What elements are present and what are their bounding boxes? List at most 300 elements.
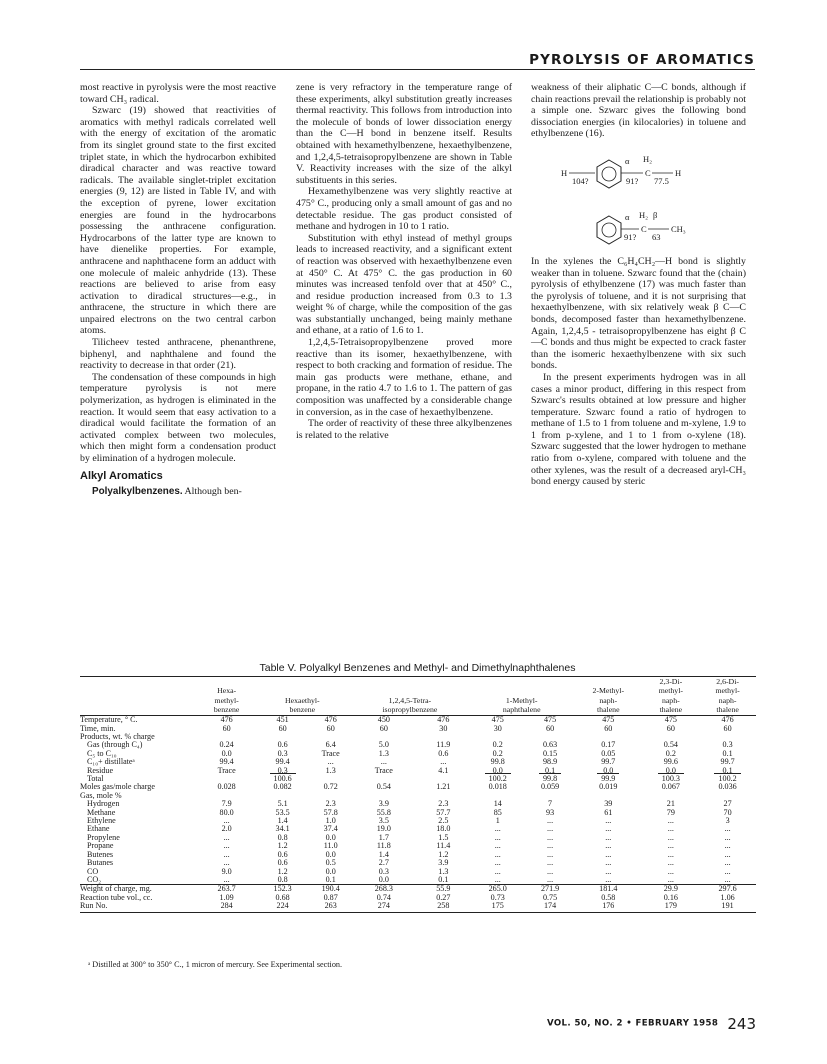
table-cell: 60: [326, 723, 335, 733]
alpha-label: α: [624, 155, 629, 166]
total-value: 100.3: [658, 773, 684, 783]
table-cell: 0.6: [277, 849, 288, 859]
table-cell: 61: [604, 807, 613, 817]
table-cell: 85: [493, 807, 502, 817]
table-row: [80, 809, 756, 817]
ch3-label: CH₃: [670, 223, 686, 234]
row-label: Products, wt. % charge: [80, 732, 155, 741]
table-cell: ...: [547, 832, 554, 842]
benzene-ring-icon: [597, 160, 621, 188]
table-cell: ...: [667, 832, 674, 842]
paragraph: most reactive in pyrolysis were the most reactive toward CH₃ radical.: [80, 82, 276, 105]
table-row: [80, 885, 756, 894]
column-1: [80, 82, 276, 498]
paragraph: Substitution with ethyl instead of methyl groups leads to increased reactivity, and a significant extent of reaction was observed with hexaethylbenzene even at 450° C. At 475° C. the gas production in 60 minutes was increased tenfold over that at 450° C., and residue production increased from 0.3 to 1.3 weight % of charge, while the composition of the gas was substantially unchanged, being mainly methane and ethane, at a ratio of 1.6 to 1.: [296, 232, 512, 337]
paragraph: In the present experiments hydrogen was in all cases a minor product, differing in this respect from Szwarc's results obtained at low pressure and higher temperature. Szwarc found a ratio of hydrogen to methane of 1.5 to 1 from toluene and m-xylene, 1.9 to 1 from p-xylene, and 1 to 1 from o-xylene (18). Szwarc suggested that the lower hydrogen to methane ratio from o-xylene, compared with toluene and the other xylenes, was the result of a decreased aryl-CH₃ bond energy caused by steric: [531, 371, 746, 488]
row-label: C₁₀+ distillateᵃ: [87, 757, 135, 767]
table-cell: ...: [724, 832, 731, 842]
table-cell: 0.1: [545, 765, 556, 775]
table-cell: ...: [724, 824, 731, 834]
table-v: [80, 676, 756, 913]
table-cell: 0.028: [217, 782, 236, 792]
table-cell: ...: [667, 874, 674, 884]
row-label: Gas, mole %: [80, 790, 122, 800]
table-cell: ...: [724, 841, 731, 851]
table-row: [80, 775, 756, 783]
table-cell: ...: [494, 841, 501, 851]
h2-label: H₂: [642, 153, 652, 164]
table-cell: 1.2: [277, 841, 288, 851]
table-cell: 5.0: [378, 740, 389, 750]
bond-energy-label: 77.5: [653, 175, 669, 186]
table-cell: 0.0: [492, 765, 503, 775]
table-cell: 0.68: [275, 892, 290, 902]
table-cell: 1.0: [325, 816, 336, 826]
header-rule: [80, 69, 755, 70]
paragraph: Szwarc (19) showed that reactivities of aromatics with methyl radicals correlated well with the energy of excitation of the aromatic from its singlet ground state to the first excited triplet state, in which the hydrocarbon exhibited diradical character and was reactive toward radicals. The available singlet-triplet excitation energies (9, 12) are listed in Table IV, and with the exception of pyrene, lower excitation energies are found in the hydrocarbons possessing the anthracene configuration. Hydrocarbons of the latter type are known to have dienelike properties. For example, anthracene and naphthacene form an adduct with one molecule of maleic anhydride (13). These reactions are believed to arise from easy activation to diradical structures—e.g., in anthracene, the structure in which there are unpaired electrons on the two central carbon atoms.: [80, 105, 276, 337]
table-cell: 274: [350, 902, 417, 912]
bond-energy-label: 63: [651, 231, 660, 242]
toluene-bond-diagram: [539, 144, 739, 196]
table-cell: 0.0: [325, 849, 336, 859]
table-cell: 0.15: [542, 748, 558, 758]
table-cell: 57.8: [323, 807, 338, 817]
table-cell: 60: [666, 723, 675, 733]
table-cell: 99.7: [601, 757, 616, 767]
table-cell: ...: [724, 858, 731, 868]
table-cell: 0.0: [603, 765, 614, 775]
col-header: 1-Methyl-: [505, 695, 538, 705]
table-row: [80, 725, 756, 733]
table-cell: ...: [547, 874, 554, 884]
table-cell: 1.3: [438, 866, 449, 876]
row-label: Hydrogen: [87, 799, 120, 809]
table-cell: ...: [605, 841, 612, 851]
alpha-label: α: [624, 211, 629, 222]
table-cell: 0.2: [665, 748, 676, 758]
table-cell: 0.6: [277, 858, 288, 868]
row-label: Total: [87, 774, 104, 784]
table-cell: 0.24: [219, 740, 234, 750]
table-cell: 80.0: [219, 807, 234, 817]
table-cell: 34.1: [275, 824, 290, 834]
table-cell: 0.3: [277, 765, 288, 775]
table-cell: 39: [604, 799, 613, 809]
table-cell: 99.7: [720, 757, 735, 767]
table-cell: ...: [223, 874, 230, 884]
running-title: PYROLYSIS OF AROMATICS: [529, 52, 755, 68]
table-cell: 0.72: [323, 782, 338, 792]
table-cell: 175: [469, 902, 526, 912]
table-row: [80, 817, 756, 825]
table-cell: 0.2: [492, 748, 503, 758]
table-cell: ...: [605, 832, 612, 842]
row-label: Butanes: [87, 858, 114, 868]
table-cell: ...: [605, 858, 612, 868]
row-label: Residue: [87, 765, 114, 775]
header-row: [80, 696, 756, 705]
table-cell: 265.0: [469, 885, 526, 894]
table-cell: 284: [199, 902, 254, 912]
table-cell: 475: [491, 715, 504, 725]
table-cell: 174: [526, 902, 574, 912]
table-row: [80, 741, 756, 749]
table-cell: 99.6: [663, 757, 678, 767]
table-cell: 0.73: [490, 892, 505, 902]
table-cell: 1.5: [438, 832, 449, 842]
table-row: [80, 876, 756, 885]
table-cell: 99.4: [275, 757, 290, 767]
table-cell: 224: [254, 902, 311, 912]
table-row: [80, 783, 756, 791]
table-cell: 11.9: [436, 740, 451, 750]
c-atom-label: C: [640, 223, 647, 234]
table-row: [80, 851, 756, 859]
table-cell: ...: [667, 849, 674, 859]
table-cell: 0.8: [277, 874, 288, 884]
table-cell: 11.4: [436, 841, 451, 851]
table-cell: 60: [222, 723, 231, 733]
col-header: thalene: [699, 705, 756, 716]
table-cell: 60: [379, 723, 388, 733]
table-cell: 7: [548, 799, 553, 809]
table-cell: 0.17: [601, 740, 616, 750]
table-cell: 0.58: [601, 892, 616, 902]
table-row: [80, 716, 756, 725]
table-cell: 2.0: [221, 824, 232, 834]
table-cell: Trace: [374, 765, 393, 775]
table-cell: ...: [223, 832, 230, 842]
table-cell: 7.9: [221, 799, 232, 809]
table-cell: 476: [324, 715, 337, 725]
table-cell: 176: [574, 902, 642, 912]
table-footnote: ᵃ Distilled at 300° to 350° C., 1 micron of mercury. See Experimental section.: [88, 960, 343, 969]
table-cell: 0.067: [661, 782, 680, 792]
table-cell: 0.3: [378, 866, 389, 876]
table-cell: Trace: [217, 765, 236, 775]
table-cell: 0.0: [325, 832, 336, 842]
journal-info: VOL. 50, NO. 2 • FEBRUARY 1958: [546, 1018, 719, 1029]
table-cell: 0.16: [663, 892, 678, 902]
col-header: benzene: [199, 705, 254, 716]
table-cell: 450: [377, 715, 390, 725]
table-cell: 0.082: [273, 782, 292, 792]
table-cell: 0.036: [718, 782, 737, 792]
table-cell: 1.21: [436, 782, 451, 792]
table-cell: 70: [723, 807, 732, 817]
table-cell: 9.0: [221, 866, 232, 876]
table-row: [80, 733, 756, 741]
table-cell: 0.05: [601, 748, 616, 758]
table-cell: 0.8: [277, 832, 288, 842]
table-cell: 0.2: [492, 740, 503, 750]
table-row: [80, 859, 756, 867]
table-cell: 29.9: [642, 885, 699, 894]
table-row: [80, 902, 756, 912]
col-header: naph-: [599, 695, 618, 705]
col-header: naph-: [718, 695, 737, 705]
col-header: 2,6-Di-: [716, 677, 739, 686]
table-row: [80, 834, 756, 842]
table-cell: 0.87: [323, 892, 338, 902]
table-cell: ...: [547, 816, 554, 826]
paragraph: weakness of their aliphatic C—C bonds, although if chain reactions prevail the relationship is probably not a simple one. Szwarc gives the following bond dissociation energies (in kilocalories) in toluene and ethylbenzene (16).: [531, 82, 746, 140]
column-2: [296, 82, 512, 441]
table-row: [80, 758, 756, 766]
table-cell: ...: [605, 816, 612, 826]
table-cell: 0.1: [722, 765, 733, 775]
table-cell: 271.9: [526, 885, 574, 894]
table-cell: ...: [547, 824, 554, 834]
section-heading: Alkyl Aromatics: [80, 469, 163, 482]
ethylbenzene-bond-diagram: [539, 200, 739, 252]
table-cell: 99.4: [219, 757, 234, 767]
table-cell: ...: [494, 866, 501, 876]
table-cell: 0.0: [378, 874, 389, 884]
col-header: methyl-: [715, 686, 740, 696]
table-cell: 0.1: [325, 874, 336, 884]
table-cell: 60: [546, 723, 555, 733]
table-cell: 30: [439, 723, 448, 733]
table-cell: ...: [327, 757, 334, 767]
subsection-heading: Polyalkylbenzenes.: [92, 486, 183, 498]
table-cell: 258: [417, 902, 469, 912]
table-cell: 0.018: [488, 782, 507, 792]
paragraph: The order of reactivity of these three alkylbenzenes is related to the relative: [296, 418, 512, 441]
table-cell: 0.74: [376, 892, 391, 902]
paragraph: Hexamethylbenzene was very slightly reactive at 475° C., producing only a small amount of gas and no detectable residue. The gas product consisted of methane and hydrogen in 10 to 1 ratio.: [296, 186, 512, 233]
table-cell: ...: [380, 757, 387, 767]
table-cell: ...: [223, 816, 230, 826]
table-cell: ...: [667, 816, 674, 826]
table-cell: 1.2: [277, 866, 288, 876]
col-header: isopropylbenzene: [350, 705, 469, 716]
row-label: Weight of charge, mg.: [80, 885, 199, 894]
table-row: [80, 800, 756, 808]
total-value: 100.2: [485, 773, 511, 783]
table-cell: 0.54: [663, 740, 678, 750]
table-cell: 0.019: [599, 782, 618, 792]
paragraph: 1,2,4,5-Tetraisopropylbenzene proved more reactive than its isomer, hexaethylbenzene, with respect to both cracking and formation of residue. The main gas products were methane, ethane, and propane, in the ratio 4.7 to 1.6 to 1. The pattern of gas composition was unaffected by a considerable change in conversion, as in the case of hexaethylbenzene.: [296, 337, 512, 418]
table-cell: ...: [605, 874, 612, 884]
table-cell: 2.3: [438, 799, 449, 809]
table-cell: 5.1: [277, 799, 288, 809]
table-cell: ...: [223, 858, 230, 868]
table-cell: 1.3: [378, 748, 389, 758]
table-cell: 3.9: [438, 858, 449, 868]
page-number: 243: [727, 1014, 756, 1033]
table-cell: 152.3: [254, 885, 311, 894]
table-cell: 0.0: [325, 866, 336, 876]
table-cell: ...: [547, 866, 554, 876]
table-cell: ...: [547, 858, 554, 868]
table-cell: ...: [605, 824, 612, 834]
table-cell: ...: [223, 841, 230, 851]
table-cell: 1.06: [720, 892, 735, 902]
table-cell: 37.4: [323, 824, 338, 834]
row-label: C₅ to C₁₀: [87, 748, 117, 758]
table-cell: 263.7: [199, 885, 254, 894]
table-cell: 11.8: [376, 841, 391, 851]
beta-label: β: [652, 209, 657, 220]
col-header: 1,2,4,5-Tetra-: [388, 695, 432, 705]
table-cell: 6.4: [325, 740, 336, 750]
row-label: Gas (through C₄): [87, 740, 143, 750]
paragraph: The condensation of these compounds in high temperature pyrolysis is not mere polymerization, as hydrogen is eliminated in the reaction. It would seem that easy activation to a diradical would facilitate the formation of an activated complex between two molecules, which then might form a condensation product by elimination of a hydrogen molecule.: [80, 371, 276, 464]
table-cell: 18.0: [436, 824, 451, 834]
table-cell: 475: [664, 715, 677, 725]
table-cell: ...: [605, 849, 612, 859]
col-header: thalene: [574, 705, 642, 716]
page-footer: [490, 1013, 756, 1033]
table-cell: 27: [723, 799, 732, 809]
paragraph: [80, 486, 276, 498]
table-cell: 0.1: [722, 748, 733, 758]
table-cell: 0.6: [277, 740, 288, 750]
row-label: Ethane: [87, 824, 110, 834]
row-label: Ethylene: [87, 816, 116, 826]
table-cell: 0.6: [438, 748, 449, 758]
table-cell: 179: [642, 902, 699, 912]
row-label: Time, min.: [80, 723, 116, 733]
table-cell: 99.8: [490, 757, 505, 767]
table-cell: 93: [546, 807, 555, 817]
bond-energy-label: 91?: [623, 231, 636, 242]
table-cell: 2.3: [325, 799, 336, 809]
table-cell: 475: [602, 715, 615, 725]
bond-energy-label: 104?: [571, 175, 589, 186]
table-cell: 21: [666, 799, 675, 809]
table-cell: 30: [493, 723, 502, 733]
table-cell: 53.5: [275, 807, 290, 817]
table-cell: 55.9: [417, 885, 469, 894]
total-value: 99.8: [539, 773, 561, 783]
table-cell: ...: [494, 849, 501, 859]
table-cell: 1.4: [378, 849, 389, 859]
row-label: Moles gas/mole charge: [80, 782, 155, 792]
bond-energy-label: 91?: [625, 175, 638, 186]
table-cell: 14: [493, 799, 502, 809]
row-label: CO₂: [87, 874, 102, 884]
table-cell: ...: [724, 849, 731, 859]
table-cell: ...: [494, 832, 501, 842]
table-cell: 1: [495, 816, 500, 826]
table-cell: 0.0: [221, 748, 232, 758]
h-atom-label: H: [560, 167, 567, 178]
table-cell: 475: [544, 715, 557, 725]
col-header: methyl-: [214, 695, 239, 705]
table-row: [80, 868, 756, 876]
header-row: [80, 686, 756, 695]
table-cell: 297.6: [699, 885, 756, 894]
table-row: [80, 792, 756, 800]
total-value: 100.6: [270, 773, 296, 783]
col-header: naphthalene: [469, 705, 574, 716]
table-cell: 11.0: [323, 841, 338, 851]
table-cell: ...: [667, 858, 674, 868]
table-row: [80, 894, 756, 902]
table-cell: ...: [494, 874, 501, 884]
table-cell: 3: [725, 816, 730, 826]
column-3: [531, 82, 746, 488]
row-label: Temperature, ° C.: [80, 715, 138, 725]
table-cell: 4.1: [438, 765, 449, 775]
col-header: thalene: [642, 705, 699, 716]
table-cell: 268.3: [350, 885, 417, 894]
table-row: [80, 767, 756, 775]
table-cell: 60: [723, 723, 732, 733]
table-cell: ...: [494, 858, 501, 868]
table-cell: 60: [278, 723, 287, 733]
table-cell: 60: [604, 723, 613, 733]
table-cell: ...: [724, 874, 731, 884]
table-cell: 3.5: [378, 816, 389, 826]
header-row: [80, 705, 756, 716]
col-header: Hexa-: [217, 686, 237, 696]
table-cell: ...: [547, 841, 554, 851]
table-cell: ...: [440, 757, 447, 767]
table-cell: 451: [276, 715, 289, 725]
row-label: Run No.: [80, 902, 199, 912]
table-cell: 0.75: [542, 892, 558, 902]
table-cell: 0.0: [665, 765, 676, 775]
table-cell: 0.27: [436, 892, 451, 902]
table-cell: 79: [666, 807, 675, 817]
table-cell: 1.3: [325, 765, 336, 775]
table-cell: 181.4: [574, 885, 642, 894]
table-cell: 0.5: [325, 858, 336, 868]
table-cell: ...: [223, 849, 230, 859]
col-header: naph-: [661, 695, 680, 705]
table-cell: 0.059: [540, 782, 560, 792]
table-cell: ...: [667, 866, 674, 876]
paragraph: zene is very refractory in the temperature range of these experiments, alkyl substitution greatly increases thermal reactivity. This follows from introduction into the molecule of bonds of lower dissociation energy than the C—H bond in benzene itself. Results obtained with hexamethylbenzene, hexaethylbenzene, and 1,2,4,5-tetraisopropylbenzene are shown in Table V. Reactivity increases with the size of the alkyl substituents in this series.: [296, 82, 512, 186]
table-caption: Table V. Polyalkyl Benzenes and Methyl- and Dimethylnaphthalenes: [259, 662, 576, 674]
header-row: [80, 677, 756, 686]
table-cell: 476: [721, 715, 734, 725]
h2-label: H₂: [638, 209, 648, 220]
table-cell: ...: [547, 849, 554, 859]
table-cell: 57.7: [436, 807, 451, 817]
paragraph: In the xylenes the C₆H₄CH₂—H bond is slightly weaker than in toluene. Szwarc found that the (chain) pyrolysis of ethylbenzene (17) was much faster than the pyrolysis of toluene, and it is not surprising that hexaethylbenzene, with six relatively weak β C—C bonds, decomposed faster than hexamethylbenzene. Again, 1,2,4,5 - tetraisopropylbenzene has eight β C—C bonds and thus might be expected to crack faster than the isomeric hexaethylbenzene with six such bonds.: [531, 255, 746, 372]
running-header: [80, 52, 755, 72]
row-label: Butenes: [87, 849, 114, 859]
table-cell: 2.5: [438, 816, 449, 826]
col-header: methyl-: [658, 686, 683, 696]
table-cell: 1.4: [277, 816, 288, 826]
table-cell: 0.1: [438, 874, 449, 884]
row-label: Propylene: [87, 832, 120, 842]
col-header: benzene: [254, 705, 350, 716]
table-row: [80, 750, 756, 758]
row-label: Propane: [87, 841, 114, 851]
table-cell: ...: [667, 841, 674, 851]
table-cell: 0.54: [376, 782, 391, 792]
table-cell: 190.4: [311, 885, 350, 894]
row-label: Methane: [87, 807, 116, 817]
table-cell: 263: [311, 902, 350, 912]
paragraph-text: Although ben-: [182, 486, 242, 498]
table-cell: 0.3: [277, 748, 288, 758]
c-atom-label: C: [644, 167, 651, 178]
table-cell: 98.9: [542, 757, 558, 767]
data-table: [80, 677, 756, 913]
row-label: Reaction tube vol., cc.: [80, 892, 153, 902]
table-row: [80, 842, 756, 850]
paragraph: Tilicheev tested anthracene, phenanthrene, biphenyl, and naphthalene and found the reactivity to decrease in that order (21).: [80, 337, 276, 372]
table-cell: 476: [220, 715, 233, 725]
table-cell: 19.0: [376, 824, 391, 834]
